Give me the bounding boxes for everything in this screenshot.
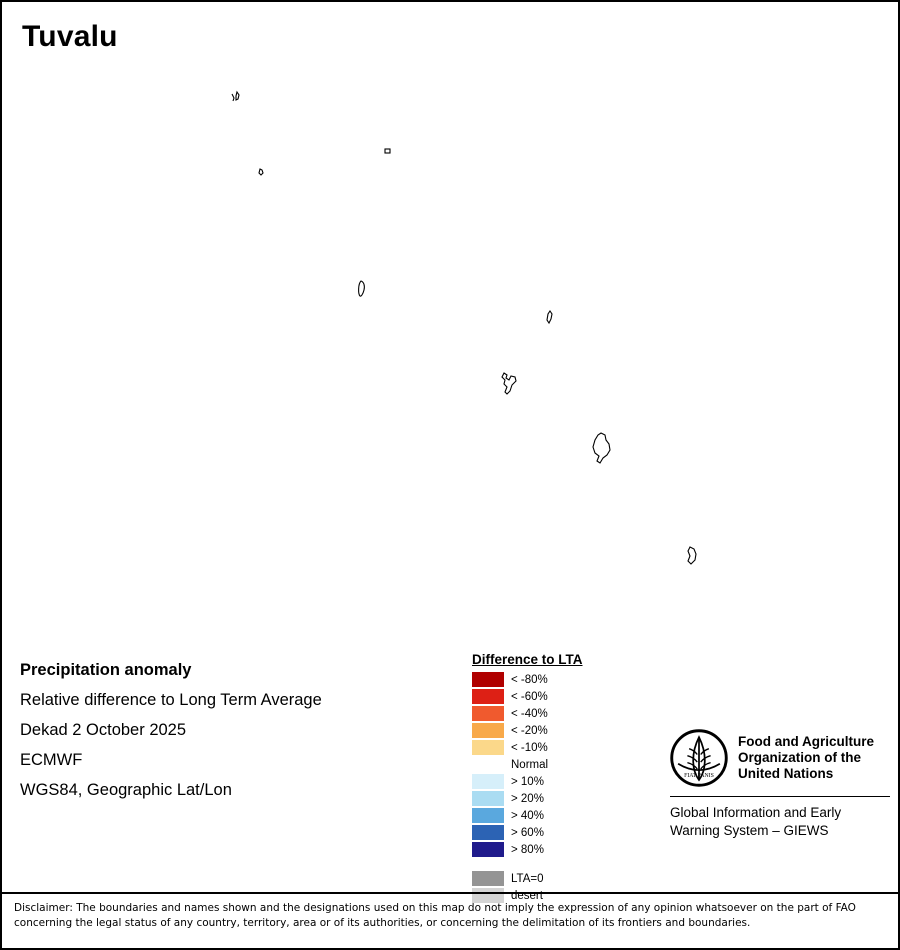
fao-organization-name [738, 734, 874, 782]
fao-logo-row [670, 729, 895, 787]
legend-label: > 40% [511, 809, 544, 822]
island-niutao [385, 149, 390, 153]
legend-item [472, 841, 612, 858]
legend-swatch [472, 757, 504, 772]
legend-item [472, 722, 612, 739]
legend-item [472, 807, 612, 824]
island-funafuti [593, 433, 610, 463]
metadata-line-source: ECMWF [20, 751, 83, 769]
disclaimer [2, 889, 898, 948]
metadata-line-description: Relative difference to Long Term Average [20, 691, 322, 709]
fao-org-line-2: Organization of the [738, 750, 861, 765]
legend-label: < -10% [511, 741, 548, 754]
legend-swatch [472, 774, 504, 789]
legend-label: > 10% [511, 775, 544, 788]
legend-label: < -20% [511, 724, 548, 737]
disclaimer-line-2: concerning the legal status of any country, territory, area or of its authorities, or concerning the delimitation of its frontiers and boundaries. [14, 917, 751, 929]
island-vaitupu [547, 311, 552, 323]
fao-program-line-2: Warning System – GIEWS [670, 823, 829, 838]
legend-item [472, 790, 612, 807]
map-metadata [20, 655, 450, 805]
svg-text:FIAT PANIS: FIAT PANIS [684, 773, 714, 780]
legend-swatch [472, 706, 504, 721]
legend-label: < -60% [511, 690, 548, 703]
island-nanumea [232, 92, 239, 101]
island-nukulaelae [688, 547, 696, 564]
legend-item [472, 773, 612, 790]
metadata-line-projection: WGS84, Geographic Lat/Lon [20, 781, 232, 799]
fao-divider [670, 796, 890, 797]
legend-label: > 80% [511, 843, 544, 856]
legend-title: Difference to LTA [472, 652, 583, 667]
island-nanumanga [259, 169, 263, 175]
fao-attribution [670, 729, 895, 840]
fao-org-line-3: United Nations [738, 766, 834, 781]
legend-swatch [472, 740, 504, 755]
legend-label: LTA=0 [511, 872, 544, 885]
legend-swatch [472, 808, 504, 823]
fao-org-line-1: Food and Agriculture [738, 734, 874, 749]
legend-item [472, 671, 612, 688]
legend-label: desert [511, 889, 543, 902]
legend-item [472, 870, 612, 887]
legend-swatch [472, 672, 504, 687]
metadata-line-title: Precipitation anomaly [20, 661, 192, 679]
legend-item [472, 824, 612, 841]
legend-swatch [472, 723, 504, 738]
legend-spacer [472, 858, 612, 870]
legend-label: > 60% [511, 826, 544, 839]
legend-item [472, 739, 612, 756]
legend-swatch [472, 689, 504, 704]
legend [472, 652, 612, 904]
legend-label: > 20% [511, 792, 544, 805]
fao-emblem-icon [670, 729, 728, 787]
fao-program-name [670, 804, 895, 840]
fao-program-line-1: Global Information and Early [670, 805, 842, 820]
page-title: Tuvalu [22, 20, 118, 53]
island-nukufetau [502, 373, 516, 394]
legend-item [472, 688, 612, 705]
legend-label: < -40% [511, 707, 548, 720]
legend-item [472, 756, 612, 773]
island-shapes [232, 92, 696, 564]
disclaimer-line-1: Disclaimer: The boundaries and names shown and the designations used on this map do not imply the expression of any opinion whatsoever on the part of FAO [14, 902, 856, 914]
legend-label: < -80% [511, 673, 548, 686]
legend-swatch [472, 825, 504, 840]
metadata-line-period: Dekad 2 October 2025 [20, 721, 187, 739]
legend-swatch [472, 791, 504, 806]
legend-swatch [472, 842, 504, 857]
legend-swatch [472, 871, 504, 886]
legend-item [472, 705, 612, 722]
legend-label: Normal [511, 758, 549, 771]
island-nui [359, 281, 365, 296]
